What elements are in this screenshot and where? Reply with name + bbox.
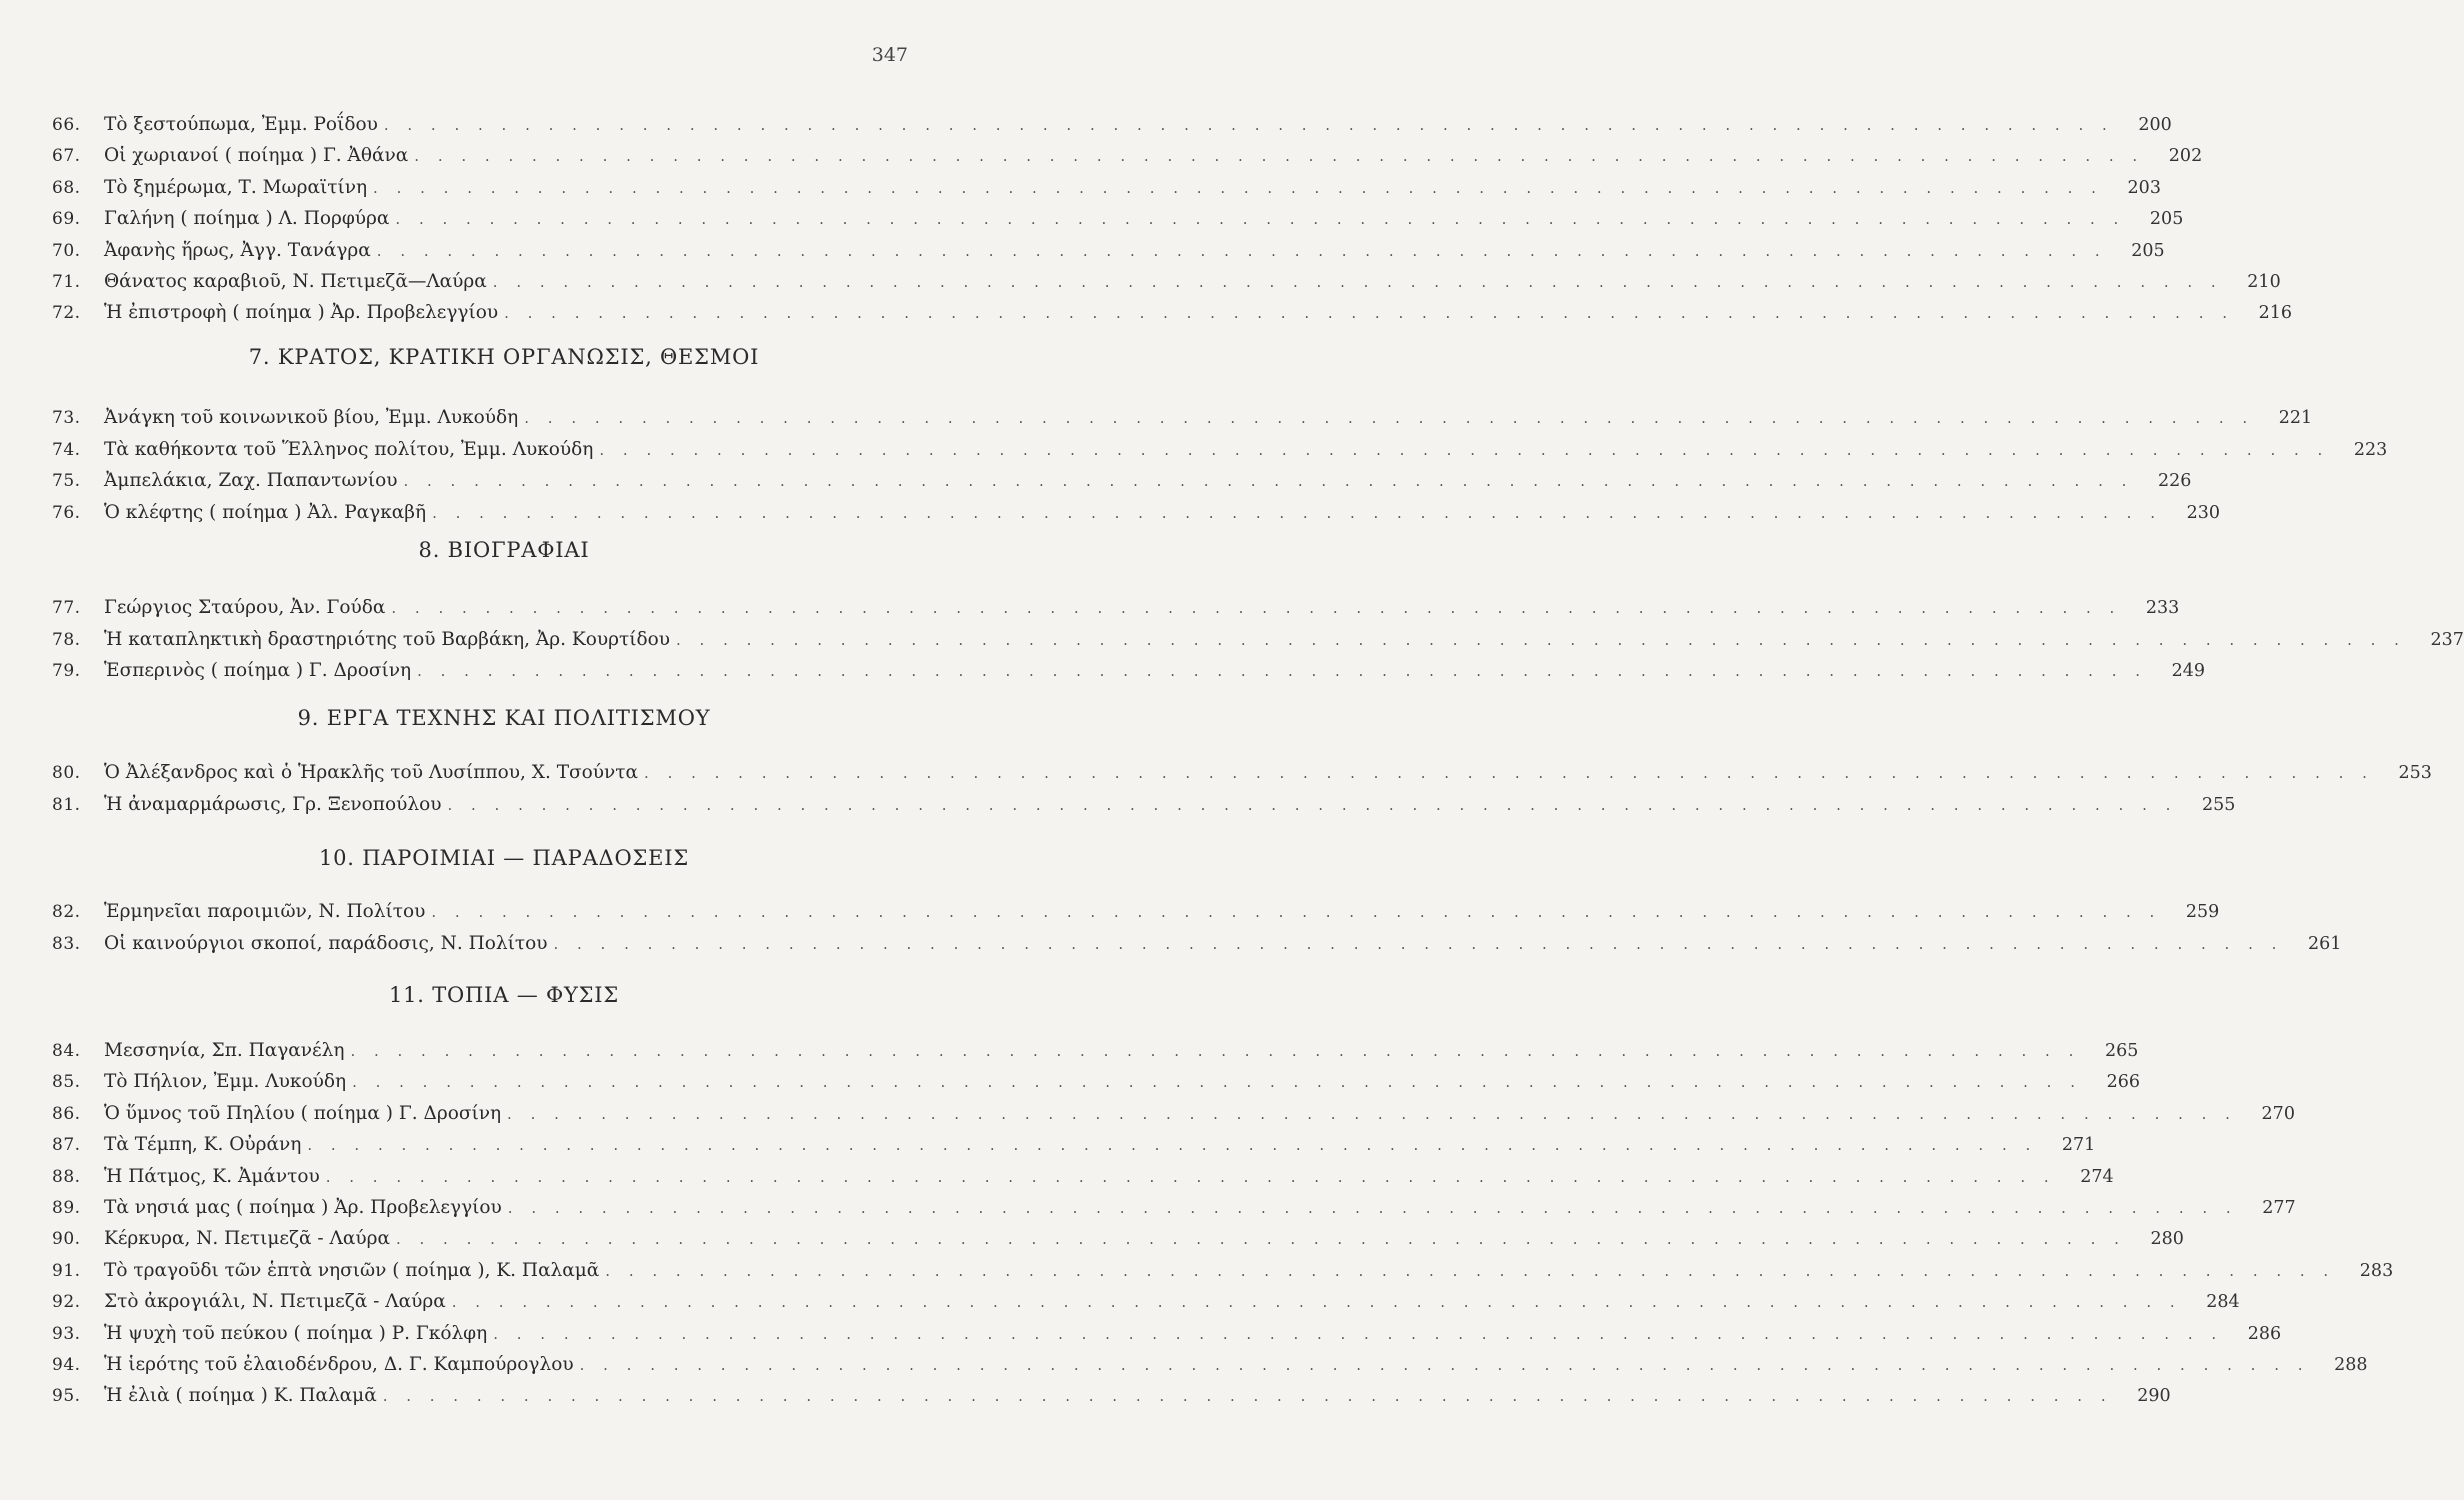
entry-number: 87. <box>52 1135 81 1156</box>
entry-number: 81. <box>52 794 81 815</box>
dot-leader <box>377 242 2107 260</box>
dot-leader <box>507 1105 2237 1123</box>
dot-leader <box>417 662 2147 680</box>
toc-entry <box>52 208 2184 238</box>
entry-number: 95. <box>52 1386 81 1407</box>
entry-title: Γεώργιος Σταύρου, Ἀν. Γούδα <box>104 597 386 618</box>
toc-entry <box>52 1291 2240 1321</box>
dot-leader <box>431 903 2161 921</box>
toc-entry <box>52 932 2342 963</box>
toc-entry <box>52 271 2281 301</box>
dot-leader <box>395 210 2125 228</box>
entry-title: Ὁ κλέφτης ( ποίημα ) Ἀλ. Ραγκαβῆ <box>104 501 427 523</box>
dot-leader <box>605 1262 2335 1280</box>
entry-title: Ἡ ἱερότης τοῦ ἐλαιοδένδρου, Δ. Γ. Καμπούρογλου <box>104 1354 574 1375</box>
dot-leader <box>676 631 2406 649</box>
entry-title: Ὁ ὕμνος τοῦ Πηλίου ( ποίημα ) Γ. Δροσίνη <box>104 1102 502 1124</box>
dot-leader <box>414 147 2144 165</box>
toc-entry <box>52 145 2203 175</box>
toc-entry <box>52 470 2192 500</box>
entry-page-number: 259 <box>2185 902 2220 922</box>
dot-leader <box>352 1073 2082 1091</box>
entry-number: 76. <box>52 502 81 523</box>
dot-leader <box>307 1136 2037 1154</box>
dot-leader <box>403 472 2133 490</box>
toc-entry <box>52 597 2180 627</box>
entry-number: 85. <box>52 1072 81 1093</box>
dot-leader <box>580 1356 2310 1374</box>
section-heading-9: 9. ΕΡΓΑ ΤΕΧΝΗΣ ΚΑΙ ΠΟΛΙΤΙΣΜΟΥ <box>297 706 711 730</box>
entry-number: 71. <box>52 272 81 292</box>
entry-title: Θάνατος καραβιοῦ, Ν. Πετιμεζᾶ—Λαύρα <box>104 271 487 292</box>
entry-page-number: 223 <box>2353 439 2388 460</box>
entry-title: Ἡ ἐλιὰ ( ποίημα ) Κ. Παλαμᾶ <box>104 1385 377 1407</box>
entry-page-number: 290 <box>2137 1386 2171 1407</box>
entry-number: 80. <box>52 763 81 783</box>
dot-leader <box>452 1293 2182 1311</box>
entry-page-number: 210 <box>2247 272 2281 292</box>
entry-number: 84. <box>52 1041 81 1061</box>
section-heading-11: 11. ΤΟΠΙΑ — ΦΥΣΙΣ <box>388 983 620 1007</box>
toc-entry <box>52 762 2432 792</box>
entry-title: Ἡ ἐπιστροφὴ ( ποίημα ) Ἀρ. Προβελεγγίου <box>104 302 499 324</box>
entry-page-number: 200 <box>2138 115 2172 135</box>
entry-page-number: 270 <box>2261 1103 2295 1124</box>
toc-entry <box>52 407 2313 437</box>
toc-entry <box>52 1165 2114 1196</box>
entry-number: 78. <box>52 629 81 650</box>
entry-title: Τὸ ξεστούπωμα, Ἐμμ. Ροΐδου <box>104 114 378 135</box>
entry-title: Ἀφανὴς ἥρως, Ἀγγ. Τανάγρα <box>104 239 371 261</box>
entry-page-number: 261 <box>2307 933 2342 954</box>
entry-title: Οἱ χωριανοί ( ποίημα ) Γ. Ἀθάνα <box>104 145 409 167</box>
entry-page-number: 205 <box>2131 240 2165 261</box>
entry-title: Γαλήνη ( ποίημα ) Λ. Πορφύρα <box>104 208 390 230</box>
entry-title: Ὁ Ἀλέξανδρος καὶ ὁ Ἡρακλῆς τοῦ Λυσίππου, Χ. Τσούντα <box>104 762 639 783</box>
entry-number: 91. <box>52 1260 81 1281</box>
dot-leader <box>524 409 2254 427</box>
toc-entry <box>52 1354 2368 1384</box>
entry-title: Τὸ ξημέρωμα, Τ. Μωραϊτίνη <box>104 176 368 198</box>
entry-number: 75. <box>52 471 81 492</box>
entry-page-number: 205 <box>2149 209 2184 230</box>
entry-title: Ἀνάγκη τοῦ κοινωνικοῦ βίου, Ἐμμ. Λυκούδη <box>104 407 519 428</box>
entry-number: 94. <box>52 1355 81 1375</box>
entry-number: 92. <box>52 1292 81 1313</box>
dot-leader <box>508 1199 2238 1217</box>
toc-entry <box>52 1071 2140 1101</box>
entry-number: 68. <box>52 177 81 198</box>
entry-page-number: 280 <box>2150 1229 2184 1250</box>
toc-entry <box>52 1040 2139 1070</box>
entry-number: 83. <box>52 933 81 954</box>
entry-page-number: 237 <box>2430 629 2464 650</box>
entry-page-number: 203 <box>2127 177 2161 198</box>
toc-entry <box>52 1228 2184 1258</box>
toc-entry <box>52 239 2165 270</box>
dot-leader <box>644 764 2374 782</box>
entry-title: Ἡ ἀναμαρμάρωσις, Γρ. Ξενοπούλου <box>104 793 442 815</box>
entry-number: 89. <box>52 1198 81 1218</box>
entry-number: 88. <box>52 1166 81 1187</box>
toc-entry <box>52 1322 2282 1353</box>
entry-title: Τὰ καθήκοντα τοῦ Ἕλληνος πολίτου, Ἐμμ. Λυκούδη <box>104 438 594 460</box>
toc-entry <box>52 1197 2296 1227</box>
entry-title: Τὸ τραγοῦδι τῶν ἑπτὰ νησιῶν ( ποίημα ), Κ. Παλαμᾶ <box>104 1259 600 1281</box>
entry-number: 93. <box>52 1323 81 1344</box>
entry-title: Ἑσπερινὸς ( ποίημα ) Γ. Δροσίνη <box>104 660 412 681</box>
entry-page-number: 277 <box>2262 1198 2296 1218</box>
section-heading-10: 10. ΠΑΡΟΙΜΙΑΙ — ΠΑΡΑΔΟΣΕΙΣ <box>318 846 690 870</box>
entry-number: 79. <box>52 661 81 681</box>
toc-entry <box>52 176 2161 207</box>
entry-number: 77. <box>52 598 81 618</box>
page-number: 347 <box>871 44 908 66</box>
entry-title: Τὰ Τέμπη, Κ. Οὐράνη <box>104 1134 302 1156</box>
dot-leader <box>396 1230 2126 1248</box>
entry-page-number: 253 <box>2398 763 2432 783</box>
toc-entry <box>52 302 2292 332</box>
dot-leader <box>383 1387 2113 1405</box>
dot-leader <box>391 599 2121 617</box>
dot-leader <box>599 441 2329 459</box>
entry-number: 70. <box>52 240 81 261</box>
entry-number: 72. <box>52 303 81 324</box>
entry-number: 69. <box>52 209 81 230</box>
entry-title: Ἡ καταπληκτικὴ δραστηριότης τοῦ Βαρβάκη, Ἀρ. Κουρτίδου <box>104 628 670 650</box>
section-heading-8: 8. ΒΙΟΓΡΑΦΙΑΙ <box>418 538 590 562</box>
entry-title: Κέρκυρα, Ν. Πετιμεζᾶ - Λαύρα <box>104 1228 390 1250</box>
toc-entry <box>52 901 2220 931</box>
entry-page-number: 221 <box>2278 408 2313 428</box>
entry-title: Μεσσηνία, Σπ. Παγανέλη <box>104 1040 345 1061</box>
entry-page-number: 265 <box>2104 1041 2139 1061</box>
entry-page-number: 230 <box>2186 502 2220 523</box>
entry-number: 66. <box>52 115 81 135</box>
entry-page-number: 249 <box>2171 661 2206 681</box>
section-heading-7: 7. ΚΡΑΤΟΣ, ΚΡΑΤΙΚΗ ΟΡΓΑΝΩΣΙΣ, ΘΕΣΜΟΙ <box>248 345 760 369</box>
entry-title: Τὰ νησιά μας ( ποίημα ) Ἀρ. Προβελεγγίου <box>104 1197 502 1218</box>
toc-entry <box>52 1385 2171 1415</box>
entry-page-number: 288 <box>2334 1355 2368 1375</box>
entry-number: 74. <box>52 439 81 460</box>
toc-entry <box>52 660 2206 690</box>
dot-leader <box>373 179 2103 197</box>
entry-title: Οἱ καινούργιοι σκοποί, παράδοσις, Ν. Πολίτου <box>104 932 548 954</box>
entry-page-number: 274 <box>2080 1166 2114 1187</box>
toc-entry <box>52 1259 2394 1290</box>
entry-page-number: 271 <box>2061 1135 2096 1156</box>
dot-leader <box>493 273 2223 291</box>
entry-number: 86. <box>52 1103 81 1124</box>
entry-title: Ἑρμηνεῖαι παροιμιῶν, Ν. Πολίτου <box>104 901 426 922</box>
toc-entry <box>52 501 2220 532</box>
entry-page-number: 216 <box>2258 303 2292 324</box>
toc-entry <box>52 438 2388 469</box>
toc-entry <box>52 114 2172 144</box>
entry-title: Ἡ Πάτμος, Κ. Ἀμάντου <box>104 1165 320 1187</box>
toc-entry <box>52 793 2236 824</box>
entry-page-number: 266 <box>2106 1072 2140 1093</box>
dot-leader <box>493 1325 2223 1343</box>
entry-title: Τὸ Πήλιον, Ἐμμ. Λυκούδη <box>104 1071 347 1093</box>
entry-number: 67. <box>52 146 81 167</box>
entry-title: Ἡ ψυχὴ τοῦ πεύκου ( ποίημα ) Ρ. Γκόλφη <box>104 1322 488 1344</box>
entry-page-number: 283 <box>2359 1260 2394 1281</box>
dot-leader <box>553 935 2283 953</box>
entry-page-number: 233 <box>2145 598 2180 618</box>
dot-leader <box>326 1168 2056 1186</box>
entry-title: Ἀμπελάκια, Ζαχ. Παπαντωνίου <box>104 470 398 492</box>
entry-page-number: 284 <box>2206 1292 2240 1313</box>
entry-page-number: 226 <box>2157 471 2192 492</box>
toc-entry <box>52 1134 2096 1164</box>
entry-page-number: 202 <box>2168 146 2203 167</box>
dot-leader <box>447 796 2177 814</box>
dot-leader <box>504 304 2234 322</box>
toc-entry <box>52 628 2464 659</box>
dot-leader <box>432 504 2162 522</box>
entry-number: 90. <box>52 1229 81 1250</box>
entry-number: 82. <box>52 902 81 922</box>
entry-title: Στὸ ἀκρογιάλι, Ν. Πετιμεζᾶ - Λαύρα <box>104 1291 446 1313</box>
dot-leader <box>384 116 2114 134</box>
entry-number: 73. <box>52 408 81 428</box>
entry-page-number: 255 <box>2201 794 2236 815</box>
dot-leader <box>350 1042 2080 1060</box>
toc-entry <box>52 1102 2295 1133</box>
entry-page-number: 286 <box>2247 1323 2282 1344</box>
